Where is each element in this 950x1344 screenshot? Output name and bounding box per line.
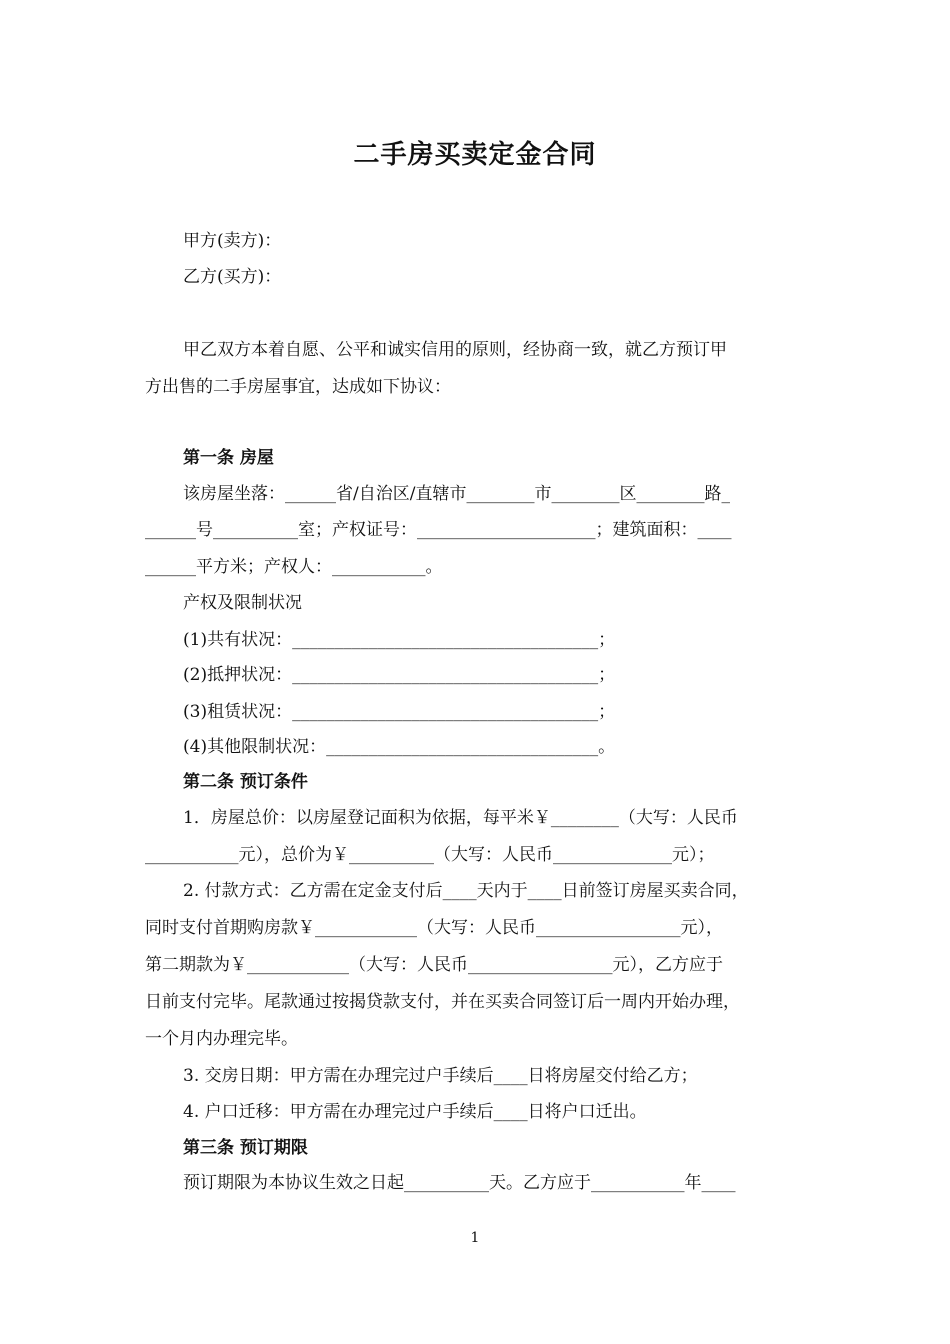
article-3-heading: 第三条 预订期限 xyxy=(183,1138,308,1158)
article-3-line: 预订期限为本协议生效之日起__________天。乙方应于___________年____ xyxy=(183,1173,736,1193)
article-1-heading: 第一条 房屋 xyxy=(183,448,274,468)
article-1-line: ______平方米；产权人：___________。 xyxy=(145,557,443,577)
article-1-line: (1)共有状况：____________________________________； xyxy=(183,630,616,650)
article-2-heading: 第二条 预订条件 xyxy=(183,772,308,792)
page-number: 1 xyxy=(470,1230,480,1246)
preamble-line-1: 甲乙双方本着自愿、公平和诚实信用的原则，经协商一致，就乙方预订甲 xyxy=(183,340,727,360)
article-1-line: ______号__________室；产权证号：_____________________；建筑面积：____ xyxy=(145,520,732,540)
party-b-line: 乙方(买方)： xyxy=(183,267,282,287)
article-2-line: ___________元），总价为￥__________（大写：人民币______________元）； xyxy=(145,845,715,865)
article-1-line: (2)抵押状况：____________________________________； xyxy=(183,665,616,685)
article-2-line: 第二期款为￥____________（大写：人民币_________________元），乙方应于 xyxy=(145,955,723,975)
article-1-line: (4)其他限制状况：________________________________。 xyxy=(183,737,616,757)
preamble-line-2: 方出售的二手房屋事宜，达成如下协议： xyxy=(145,377,451,397)
article-1-line: 该房屋坐落：______省/自治区/直辖市________市________区________路_ xyxy=(183,484,730,504)
party-a-line: 甲方(卖方)： xyxy=(183,231,282,251)
article-2-line: 一个月内办理完毕。 xyxy=(145,1029,298,1049)
article-2-line: 日前支付完毕。尾款通过按揭贷款支付，并在买卖合同签订后一周内开始办理， xyxy=(145,992,740,1012)
article-2-line: 1．房屋总价：以房屋登记面积为依据，每平米￥________（大写：人民币 xyxy=(183,808,738,828)
article-1-line: 产权及限制状况 xyxy=(183,593,302,613)
article-1-line: (3)租赁状况：____________________________________； xyxy=(183,702,616,722)
article-2-line: 4. 户口迁移：甲方需在办理完过户手续后____日将户口迁出。 xyxy=(183,1102,647,1122)
article-2-line: 同时支付首期购房款￥____________（大写：人民币_________________元）， xyxy=(145,918,723,938)
page-title: 二手房买卖定金合同 xyxy=(353,140,597,170)
article-2-line: 2. 付款方式：乙方需在定金支付后____天内于____日前签订房屋买卖合同， xyxy=(183,881,749,901)
article-2-line: 3. 交房日期：甲方需在办理完过户手续后____日将房屋交付给乙方； xyxy=(183,1066,698,1086)
